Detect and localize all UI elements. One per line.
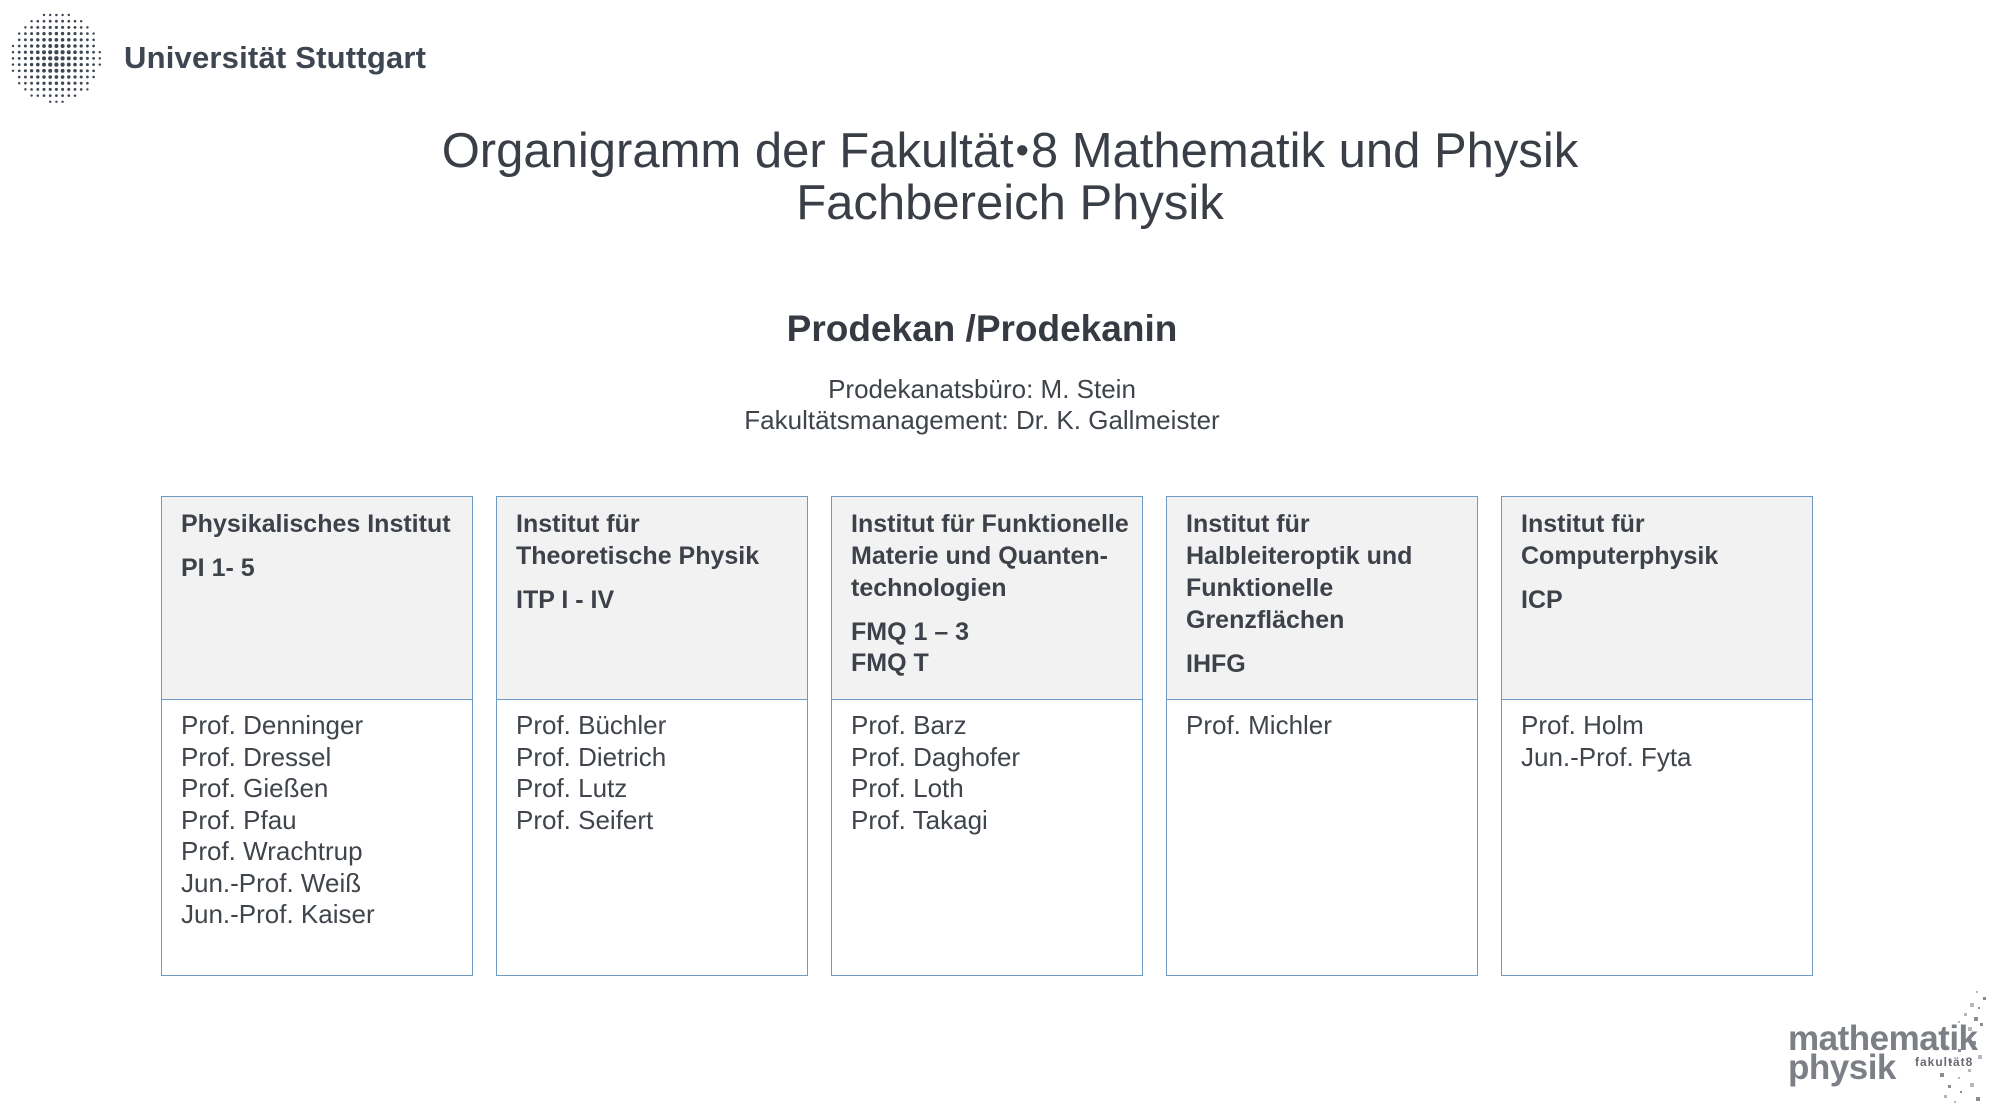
member-item: Prof. Holm bbox=[1521, 710, 1644, 740]
institute-code: ICP bbox=[1521, 586, 1563, 614]
dean-office-line: Prodekanatsbüro: M. Stein bbox=[828, 374, 1136, 404]
member-item: Prof. Loth bbox=[851, 773, 964, 803]
member-item: Jun.-Prof. Weiß bbox=[181, 867, 362, 898]
university-logo[interactable] bbox=[10, 12, 426, 104]
institute-header bbox=[497, 497, 807, 700]
institute-code: PI 1- 5 bbox=[181, 554, 255, 582]
member-item: Prof. Takagi bbox=[851, 804, 988, 835]
institute-box bbox=[831, 496, 1143, 976]
member-item: Prof. Dietrich bbox=[516, 741, 667, 772]
institute-name: Institut für Halbleiteroptik und Funktionelle Grenzflächen bbox=[1186, 510, 1413, 634]
page-title bbox=[0, 125, 2000, 229]
faculty-management-line: Fakultätsmanagement: Dr. K. Gallmeister bbox=[744, 405, 1220, 435]
institute-header bbox=[1502, 497, 1812, 700]
institute-name: Institut für Theoretische Physik bbox=[516, 510, 760, 570]
member-item: Prof. Wrachtrup bbox=[181, 836, 363, 866]
university-seal-icon bbox=[10, 12, 102, 104]
institute-name: Institut für Computerphysik bbox=[1521, 510, 1719, 570]
member-item: Prof. Seifert bbox=[516, 804, 654, 835]
institute-members bbox=[1502, 700, 1812, 773]
member-item: Prof. Büchler bbox=[516, 710, 667, 740]
institute-members bbox=[832, 700, 1142, 836]
institute-code: IHFG bbox=[1186, 650, 1246, 678]
institute-members bbox=[497, 700, 807, 836]
member-item: Jun.-Prof. Fyta bbox=[1521, 741, 1692, 772]
institute-members bbox=[162, 700, 472, 931]
faculty-logo-sub: fakultät8 bbox=[1915, 1055, 1974, 1069]
faculty-logo-line-2: physik bbox=[1788, 1048, 1896, 1087]
member-item: Prof. Dressel bbox=[181, 741, 332, 772]
institute-header bbox=[1167, 497, 1477, 700]
title-line-1-left: Organigramm der Fakultät bbox=[441, 124, 1014, 178]
member-item: Prof. Pfau bbox=[181, 804, 297, 835]
title-separator: • bbox=[1015, 130, 1029, 172]
institute-box bbox=[1166, 496, 1478, 976]
member-item: Jun.-Prof. Kaiser bbox=[181, 899, 375, 929]
institute-name: Institut für Funktionelle Materie und Quanten- technologien bbox=[851, 510, 1129, 602]
dean-office bbox=[0, 374, 1964, 436]
member-item: Prof. Gießen bbox=[181, 773, 329, 803]
institute-box bbox=[1501, 496, 1813, 976]
institute-header bbox=[832, 497, 1142, 700]
member-item: Prof. Denninger bbox=[181, 710, 364, 740]
faculty-logo-line-1: mathematik bbox=[1788, 1019, 1978, 1058]
institute-header bbox=[162, 497, 472, 700]
institute-code: ITP I - IV bbox=[516, 586, 615, 614]
university-name: Universität Stuttgart bbox=[124, 40, 427, 75]
title-line-1-right: 8 Mathematik und Physik bbox=[1030, 124, 1579, 178]
title-line-1 bbox=[0, 125, 2000, 177]
title-line-2: Fachbereich Physik bbox=[796, 176, 1224, 230]
institute-members bbox=[1167, 700, 1477, 742]
member-item: Prof. Daghofer bbox=[851, 741, 1021, 772]
dean-title: Prodekan /Prodekanin bbox=[786, 308, 1178, 349]
institute-box bbox=[496, 496, 808, 976]
institute-name: Physikalisches Institut bbox=[181, 510, 451, 538]
institute-code: FMQ 1 – 3 FMQ T bbox=[851, 618, 970, 677]
member-item: Prof. Michler bbox=[1186, 710, 1332, 740]
institute-box bbox=[161, 496, 473, 976]
member-item: Prof. Lutz bbox=[516, 773, 628, 803]
member-item: Prof. Barz bbox=[851, 710, 967, 740]
